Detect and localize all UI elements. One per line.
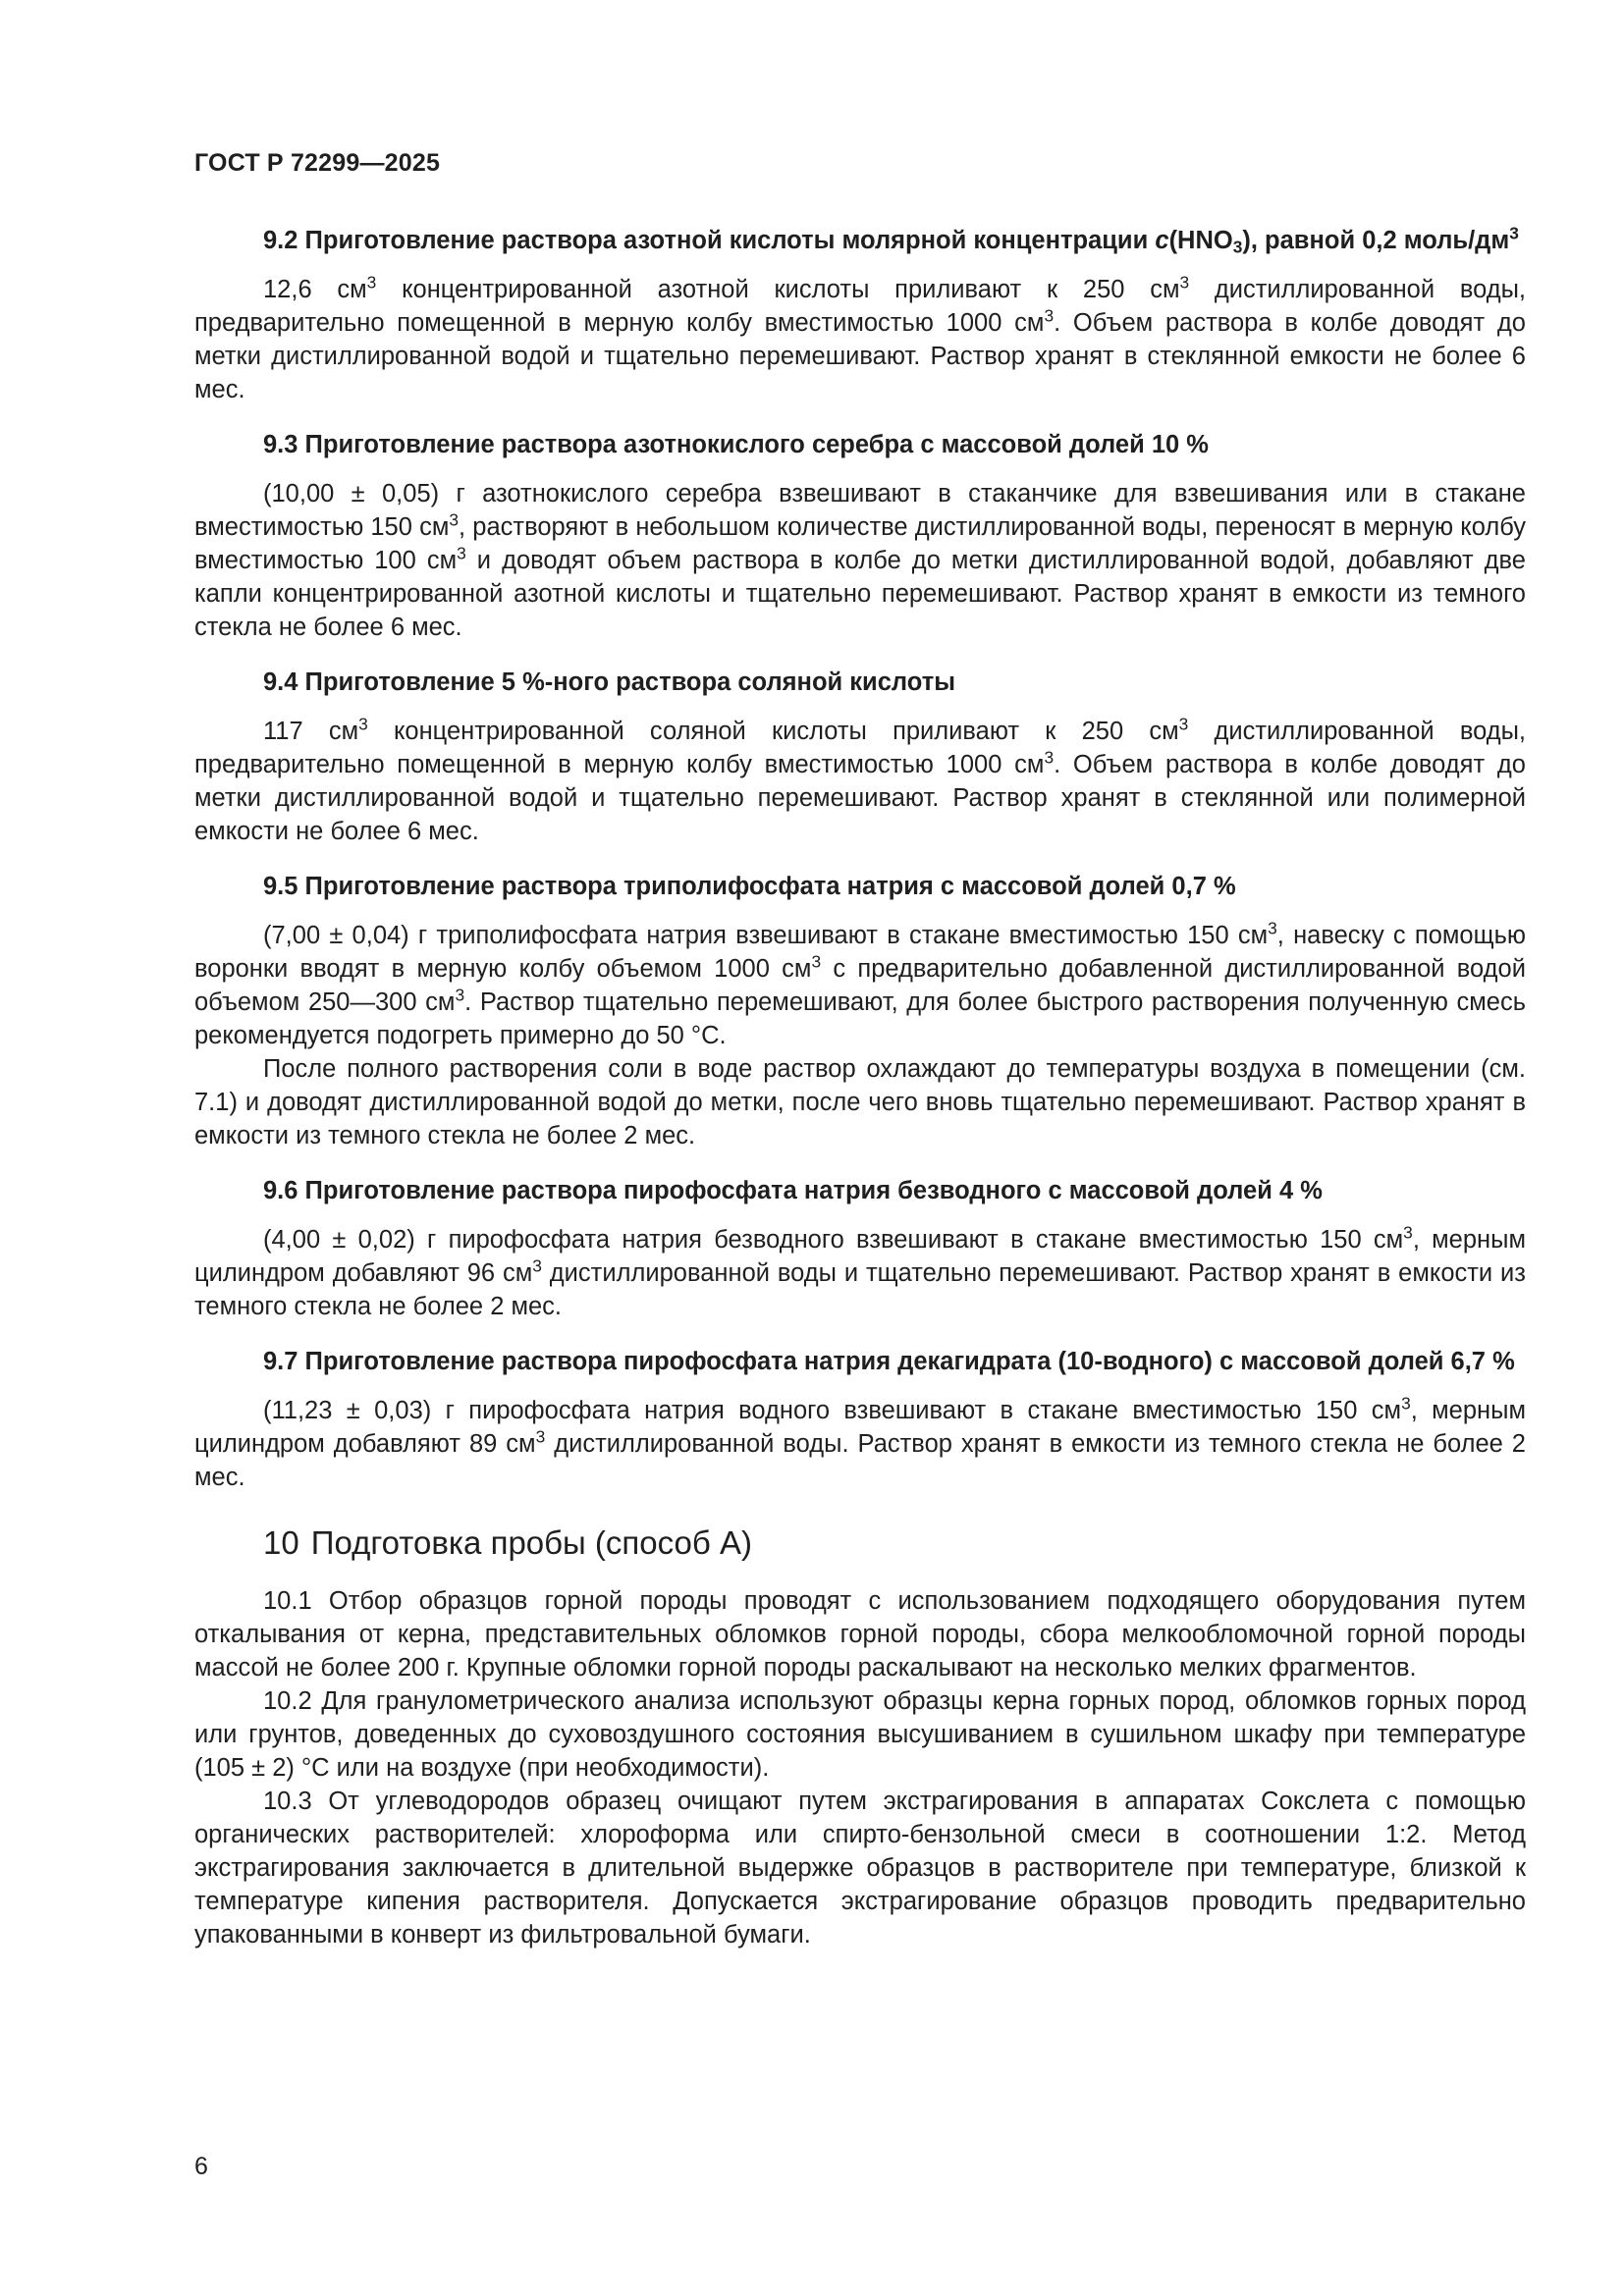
paragraph-10-3: 10.3 От углеводородов образец очищают путем экстрагирования в аппаратах Сокслета с помощью органических растворителей: хлороформа или спирто-бензольной смеси в соотношении 1:2. Метод экстрагирования заключается в длительной выдержке образцов в растворителе при температуре, близкой к температуре кипения растворителя. Допускается экстрагирование образцов проводить предварительно упакованными в конверт из фильтровальной бумаги. [194, 1788, 1526, 1949]
page-number: 6 [194, 2153, 208, 2180]
section-number: 9.3 [263, 431, 298, 458]
paragraph-9-3 [194, 477, 1526, 644]
paragraph-10-2: 10.2 Для гранулометрического анализа используют образцы керна горных пород, обломков горных пород или грунтов, доведенных до суховоздушного состояния высушиванием в сушильном шкафу при температуре (105 ± 2) °С или на воздухе (при необходимости). [194, 1687, 1526, 1782]
section-title: Приготовление раствора триполифосфата натрия с массовой долей 0,7 % [304, 873, 1236, 900]
superscript: 3 [1509, 223, 1519, 243]
superscript: 3 [358, 714, 368, 734]
section-heading-9-6 [194, 1174, 1526, 1207]
paragraph-10-1: 10.1 Отбор образцов горной породы проводят с использованием подходящего оборудования путем откалывания от керна, представительных обломков горной породы, сбора мелкообломочной горной породы массой не более 200 г. Крупные обломки горной породы раскалывают на несколько мелких фрагментов. [194, 1587, 1526, 1682]
superscript: 3 [455, 985, 465, 1005]
section-number: 10 [263, 1524, 299, 1561]
text-run: концентрированной соляной кислоты приливают к 250 см [367, 718, 1179, 745]
section-title: Приготовление 5 %-ного раствора соляной кислоты [304, 668, 955, 696]
superscript: 3 [1044, 305, 1055, 326]
paragraph-9-2 [194, 273, 1526, 406]
text-run: (11,23 ± 0,03) г пирофосфата натрия водного взвешивают в стакане вместимостью 150 см [263, 1397, 1402, 1424]
text-run: . Раствор тщательно перемешивают, для более быстрого растворения полученную смесь рекомендуется подогреть примерно до 50 °С. [194, 988, 1526, 1049]
section-title: Приготовление раствора пирофосфата натрия декагидрата (10-водного) с массовой долей 6,7 % [304, 1348, 1515, 1375]
text-run: , растворяют в небольшом количестве дистиллированной воды, переносят в мерную колбу вместимостью 100 см [194, 513, 1526, 574]
formula-subscript: 3 [1232, 237, 1243, 257]
superscript: 3 [1178, 714, 1189, 734]
section-number: 9.6 [263, 1177, 298, 1204]
superscript: 3 [1044, 747, 1055, 768]
superscript: 3 [535, 1426, 546, 1447]
formula: (HNO [1168, 227, 1233, 254]
text-run: , навеску с помощью воронки вводят в мерную колбу объемом 1000 см [194, 922, 1526, 983]
formula-symbol: c [1155, 227, 1169, 254]
section-title: Подготовка пробы (способ А) [310, 1524, 752, 1561]
section-number: 9.7 [263, 1348, 298, 1375]
section-title-cont: ), равной 0,2 моль/дм [1242, 227, 1510, 254]
text-run: (7,00 ± 0,04) г триполифосфата натрия взвешивают в стакане вместимостью 150 см [263, 922, 1269, 949]
paragraph-9-6 [194, 1223, 1526, 1323]
section-heading-9-2 [194, 224, 1526, 257]
standard-designation: ГОСТ Р 72299—2025 [194, 149, 441, 177]
text-run: . Объем раствора в колбе доводят до метки дистиллированной водой и тщательно перемешивают. Раствор хранят в стеклянной емкости не более 6 мес. [194, 309, 1526, 403]
section-heading-9-5 [194, 870, 1526, 903]
text-run: (4,00 ± 0,02) г пирофосфата натрия безводного взвешивают в стакане вместимостью 150 см [263, 1226, 1404, 1254]
text-run: дистиллированной воды, предварительно помещенной в мерную колбу вместимостью 1000 см [194, 718, 1526, 778]
superscript: 3 [811, 951, 822, 972]
section-number: 9.4 [263, 668, 298, 696]
text-run: 117 см [263, 718, 359, 745]
document-body [194, 224, 1526, 1951]
superscript: 3 [1403, 1222, 1413, 1243]
paragraph-9-4 [194, 715, 1526, 848]
paragraph-9-5-2: После полного растворения соли в воде раствор охлаждают до температуры воздуха в помещении (см. 7.1) и доводят дистиллированной водой до метки, после чего вновь тщательно перемешивают. Раствор хранят в емкости из темного стекла не более 2 мес. [194, 1055, 1526, 1149]
superscript: 3 [366, 272, 377, 293]
text-run: , мерным цилиндром добавляют 96 см [194, 1226, 1526, 1287]
paragraph-9-7 [194, 1394, 1526, 1494]
superscript: 3 [1401, 1393, 1411, 1414]
text-run: концентрированной азотной кислоты приливают к 250 см [376, 276, 1180, 303]
section-number: 9.5 [263, 873, 298, 900]
text-run: , мерным цилиндром добавляют 89 см [194, 1397, 1526, 1458]
text-run: (10,00 ± 0,05) г азотнокислого серебра взвешивают в стаканчике для взвешивания или в стакане вместимостью 150 см [194, 480, 1526, 541]
text-run: дистиллированной воды, предварительно помещенной в мерную колбу вместимостью 1000 см [194, 276, 1527, 337]
paragraph-9-5-1 [194, 919, 1526, 1052]
superscript: 3 [532, 1255, 542, 1276]
section-title: Приготовление раствора азотнокислого серебра с массовой долей 10 % [304, 431, 1209, 458]
text-run: и доводят объем раствора в колбе до метки дистиллированной водой, добавляют две капли концентрированной азотной кислоты и тщательно перемешивают. Раствор хранят в емкости из темного стекла не более 6 мес. [194, 547, 1526, 641]
superscript: 3 [1268, 918, 1277, 938]
superscript: 3 [457, 543, 466, 563]
text-run: 12,6 см [263, 276, 367, 303]
section-heading-9-4 [194, 666, 1526, 699]
text-run: дистиллированной воды и тщательно перемешивают. Раствор хранят в емкости из темного стекла не более 2 мес. [194, 1259, 1526, 1320]
superscript: 3 [1179, 272, 1190, 293]
section-title: Приготовление раствора пирофосфата натрия безводного с массовой долей 4 % [304, 1177, 1323, 1204]
section-heading-10 [263, 1523, 1526, 1563]
text-run: с предварительно добавленной дистиллированной водой объемом 250—300 см [194, 955, 1526, 1016]
text-run: . Объем раствора в колбе доводят до метки дистиллированной водой и тщательно перемешивают. Раствор хранят в стеклянной или полимерной емкости не более 6 мес. [194, 751, 1526, 845]
text-run: дистиллированной воды. Раствор хранят в емкости из темного стекла не более 2 мес. [194, 1430, 1526, 1491]
section-title: Приготовление раствора азотной кислоты молярной концентрации [304, 227, 1156, 254]
section-heading-9-3 [194, 428, 1526, 461]
superscript: 3 [449, 509, 460, 530]
section-number: 9.2 [263, 227, 298, 254]
section-heading-9-7 [194, 1345, 1526, 1378]
